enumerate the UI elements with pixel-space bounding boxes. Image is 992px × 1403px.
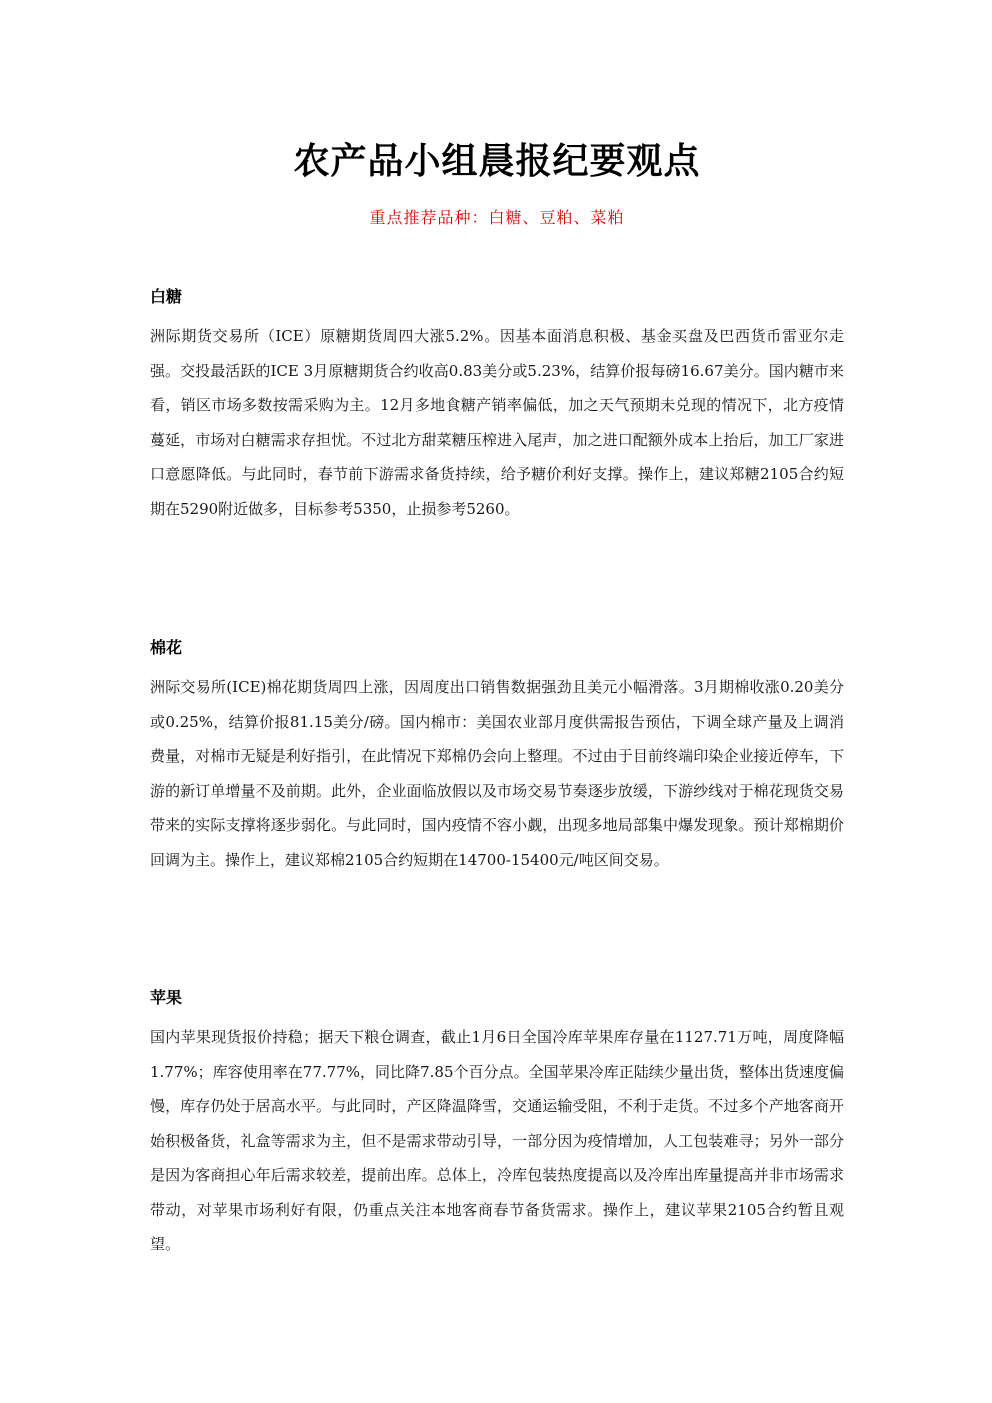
section-heading-sugar: 白糖 [150,287,183,306]
section-heading-cotton: 棉花 [150,638,183,657]
recommended-varieties: 重点推荐品种：白糖、豆粕、菜粕 [369,208,625,227]
section-apple [150,986,844,1262]
section-body-cotton: 洲际交易所(ICE)棉花期货周四上涨，因周度出口销售数据强劲且美元小幅滑落。3月期棉收涨0.20美分或0.25%，结算价报81.15美分/磅。国内棉市：美国农业部月度供需报告预估，下调全球产量及上调消费量，对棉市无疑是利好指引，在此情况下郑棉仍会向上整理。不过由于目前终端印染企业接近停车，下游的新订单增量不及前期。此外，企业面临放假以及市场交易节奏逐步放缓，下游纱线对于棉花现货交易带来的实际支撑将逐步弱化。与此同时，国内疫情不容小觑，出现多地局部集中爆发现象。预计郑棉期价回调为主。操作上，建议郑棉2105合约短期在14700-15400元/吨区间交易。 [150,678,844,869]
section-body-sugar: 洲际期货交易所（ICE）原糖期货周四大涨5.2%。因基本面消息积极、基金买盘及巴西货币雷亚尔走强。交投最活跃的ICE 3月原糖期货合约收高0.83美分或5.23%，结算价报每磅16.67美分。国内糖市来看，销区市场多数按需采购为主。12月多地食糖产销率偏低，加之天气预期未兑现的情况下，北方疫情蔓延，市场对白糖需求存担忧。不过北方甜菜糖压榨进入尾声，加之进口配额外成本上抬后，加工厂家进口意愿降低。与此同时，春节前下游需求备货持续，给予糖价利好支撑。操作上，建议郑糖2105合约短期在5290附近做多，目标参考5350，止损参考5260。 [150,327,844,518]
report-title: 农产品小组晨报纪要观点 [293,141,701,182]
section-body-apple: 国内苹果现货报价持稳；据天下粮仓调查，截止1月6日全国冷库苹果库存量在1127.71万吨，周度降幅1.77%；库容使用率在77.77%，同比降7.85个百分点。全国苹果冷库正陆续少量出货，整体出货速度偏慢，库存仍处于居高水平。与此同时，产区降温降雪，交通运输受阻，不利于走货。不过多个产地客商开始积极备货，礼盒等需求为主，但不是需求带动引导，一部分因为疫情增加，人工包装难寻；另外一部分是因为客商担心年后需求较差，提前出库。总体上，冷库包装热度提高以及冷库出库量提高并非市场需求带动，对苹果市场利好有限，仍重点关注本地客商春节备货需求。操作上，建议苹果2105合约暂且观望。 [150,1028,844,1253]
section-sugar [150,285,844,526]
section-cotton [150,636,844,877]
section-heading-apple: 苹果 [150,988,183,1007]
